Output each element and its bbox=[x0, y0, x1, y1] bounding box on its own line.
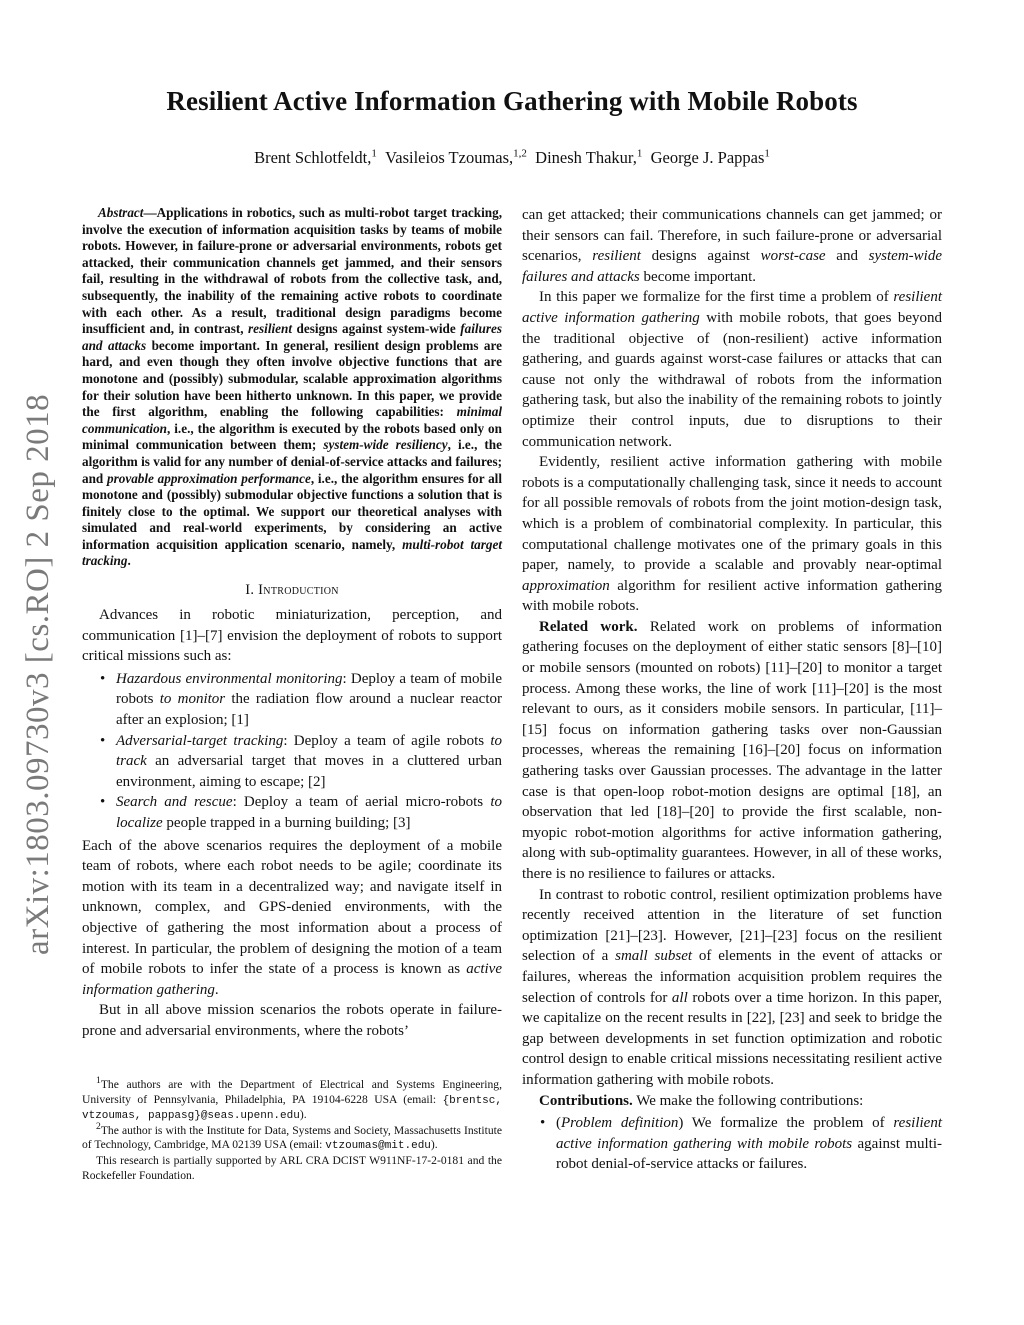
footnotes bbox=[82, 1075, 502, 1183]
challenge-paragraph: Evidently, resilient active information gathering with mobile robots is a computationally challenging task, since it needs to account for all possible removals of robots from the joint motion-design task, which is a problem of combinatorial complexity. In particular, this computational challenge motivates one of the primary goals in this paper, namely, to provide a scalable and provably near-optimal approximation algorithm for resilient active information gathering with mobile robots. bbox=[522, 454, 942, 615]
mission-list bbox=[82, 669, 502, 834]
author-3: Dinesh Thakur,$^1$ bbox=[535, 147, 643, 167]
author-1: Brent Schlotfeldt,$^1$ bbox=[254, 147, 377, 167]
continuation-paragraph: can get attacked; their communications channels can get jammed; or their sensors can fail. Therefore, in such failure-prone or adversarial scenarios, resilient designs against worst-case and system-wide failures and attacks become important. bbox=[522, 207, 942, 285]
bullet-icon: • bbox=[100, 794, 106, 811]
contributions-list bbox=[522, 1113, 942, 1175]
list-item: • Search and rescue: Deploy a team of aerial micro-robots to localize people trapped in a burning building; [3] bbox=[100, 794, 503, 831]
right-column bbox=[522, 205, 942, 1177]
section-heading-introduction: I. Introduction bbox=[245, 582, 339, 599]
arxiv-identifier-stamp: arXiv:1803.09730v3 [cs.RO] 2 Sep 2018 bbox=[20, 393, 56, 955]
resilient-optimization-paragraph: In contrast to robotic control, resilient optimization problems have recently received attention in the literature of set function optimization [21]–[23]. However, [21]–[23] focus on the resilient selection of a small subset of elements in the event of attacks or failures, whereas the information acquisition problem requires the selection of controls for all robots over a time horizon. In this paper, we capitalize on the recent results in [22], [23] and seek to bridge the gap between developments in set function optimization and robotic control design to enable critical missions necessitating resilient active information gathering with mobile robots. bbox=[522, 886, 943, 1088]
footnote-1: $^1$The authors are with the Department of Electrical and Systems Engineering, University of Pennsylvania, Philadelphia, PA 19104-6228 USA (email: {brentsc, vtzoumas, pappasg}@seas.upenn.edu). bbox=[82, 1075, 502, 1123]
formalization-paragraph: In this paper we formalize for the first time a problem of resilient active information gathering with mobile robots, that goes beyond the traditional objective of (non-resilient) active information gathering, and guards against worst-case failures or attacks that can cause not only the withdrawal of robots from the information gathering task, but also the inability of the remaining robots to jointly optimize their control inputs, due to disruptions to their communication network. bbox=[522, 289, 942, 450]
bullet-icon: • bbox=[540, 1115, 546, 1132]
paper-title: Resilient Active Information Gathering with Mobile Robots bbox=[166, 86, 858, 116]
related-work-paragraph: Related work. Related work on problems of information gathering focuses on the deployment of either static sensors [8]–[10] or mobile sensors (mounted on robots) [11]–[20] to monitor a target process. Among these works, the line of work [11]–[20] is the most relevant to ours, as it considers mobile sensors. In particular, [11]–[15] focus on information gathering tasks over non-Gaussian processes, whereas the remaining [16]–[20] focus on information gathering tasks over Gaussian processes. The advantage in the latter case is that open-loop robot-motion designs are optimal [18], an observation that led [18]–[20] to provide the first scalable, non-myopic robot-motion algorithms for active information gathering, along with sub-optimality guarantees. However, in all of these works, there is no resilience to failures or attacks. bbox=[522, 618, 942, 882]
intro-paragraph: Advances in robotic miniaturization, perception, and communication [1]–[7] envision the deployment of robots to support critical missions such as: bbox=[82, 607, 502, 665]
abstract-label: Abstract bbox=[98, 205, 144, 220]
abstract: Abstract—Applications in robotics, such as multi-robot target tracking, involve the execution of information acquisition tasks by teams of mobile robots. However, in failure-prone or adversarial environments, robots get attacked, their communication channels get jammed, and their sensors fail, resulting in the withdrawal of robots from the collective task, and, subsequently, the inability of the remaining active robots to coordinate with each other. As a result, traditional design paradigms become insufficient and, in contrast, resilient designs against system-wide failures and attacks become important. In general, resilient design problems are hard, and even though they often involve objective functions that are monotone and (possibly) submodular, scalable approximation algorithms for their solution have been hitherto unknown. In this paper, we provide the first algorithm, enabling the following capabilities: minimal communication, i.e., the algorithm is executed by the robots based only on minimal communication between them; system-wide resiliency, i.e., the algorithm is valid for any number of denial-of-service attacks and failures; and provable approximation performance, i.e., the algorithm ensures for all monotone and (possibly) submodular objective functions a solution that is finitely close to the optimal. We support our theoretical analyses with simulated and real-world experiments, by considering an active information acquisition application scenario, namely, multi-robot target tracking. bbox=[82, 205, 503, 569]
footnote-funding: This research is partially supported by ARL CRA DCIST W911NF-17-2-0181 and the Rockefeller Foundation. bbox=[82, 1153, 502, 1182]
contributions-heading: Contributions. bbox=[539, 1092, 633, 1109]
bullet-icon: • bbox=[100, 732, 106, 749]
author-list bbox=[0, 148, 1024, 168]
contributions-paragraph: Contributions. We make the following contributions: bbox=[539, 1092, 864, 1109]
related-work-heading: Related work. bbox=[539, 618, 638, 635]
list-item: • (Problem definition) We formalize the problem of resilient active information gathering with mobile robots against multi-robot denial-of-service attacks or failures. bbox=[540, 1115, 942, 1173]
author-4: George J. Pappas$^1$ bbox=[650, 147, 770, 167]
list-item: • Adversarial-target tracking: Deploy a team of agile robots to track an adversarial target that moves in a cluttered urban environment, aiming to escape; [2] bbox=[100, 732, 502, 790]
adversarial-paragraph: But in all above mission scenarios the robots operate in failure-prone and adversarial environments, where the robots’ bbox=[82, 1002, 502, 1039]
list-item: • Hazardous environmental monitoring: Deploy a team of mobile robots to monitor the radiation flow around a nuclear reactor after an explosion; [1] bbox=[100, 670, 502, 729]
author-2: Vasileios Tzoumas,$^{1,2}$ bbox=[385, 147, 527, 167]
bullet-icon: • bbox=[100, 670, 106, 687]
footnote-2: $^2$The author is with the Institute for Data, Systems and Society, Massachusetts Institute of Technology, Cambridge, MA 02139 USA (email: vtzoumas@mit.edu). bbox=[82, 1120, 502, 1153]
left-column bbox=[82, 205, 502, 1042]
scenario-paragraph: Each of the above scenarios requires the deployment of a mobile team of robots, where each robot needs to be agile; coordinate its motion with its team in a decentralized way; and navigate itself in unknown, complex, and GPS-denied environments, with the objective of gathering the most information about a process of interest. In particular, the problem of designing the motion of a team of mobile robots to infer the state of a process is known as active information gathering. bbox=[82, 837, 502, 998]
